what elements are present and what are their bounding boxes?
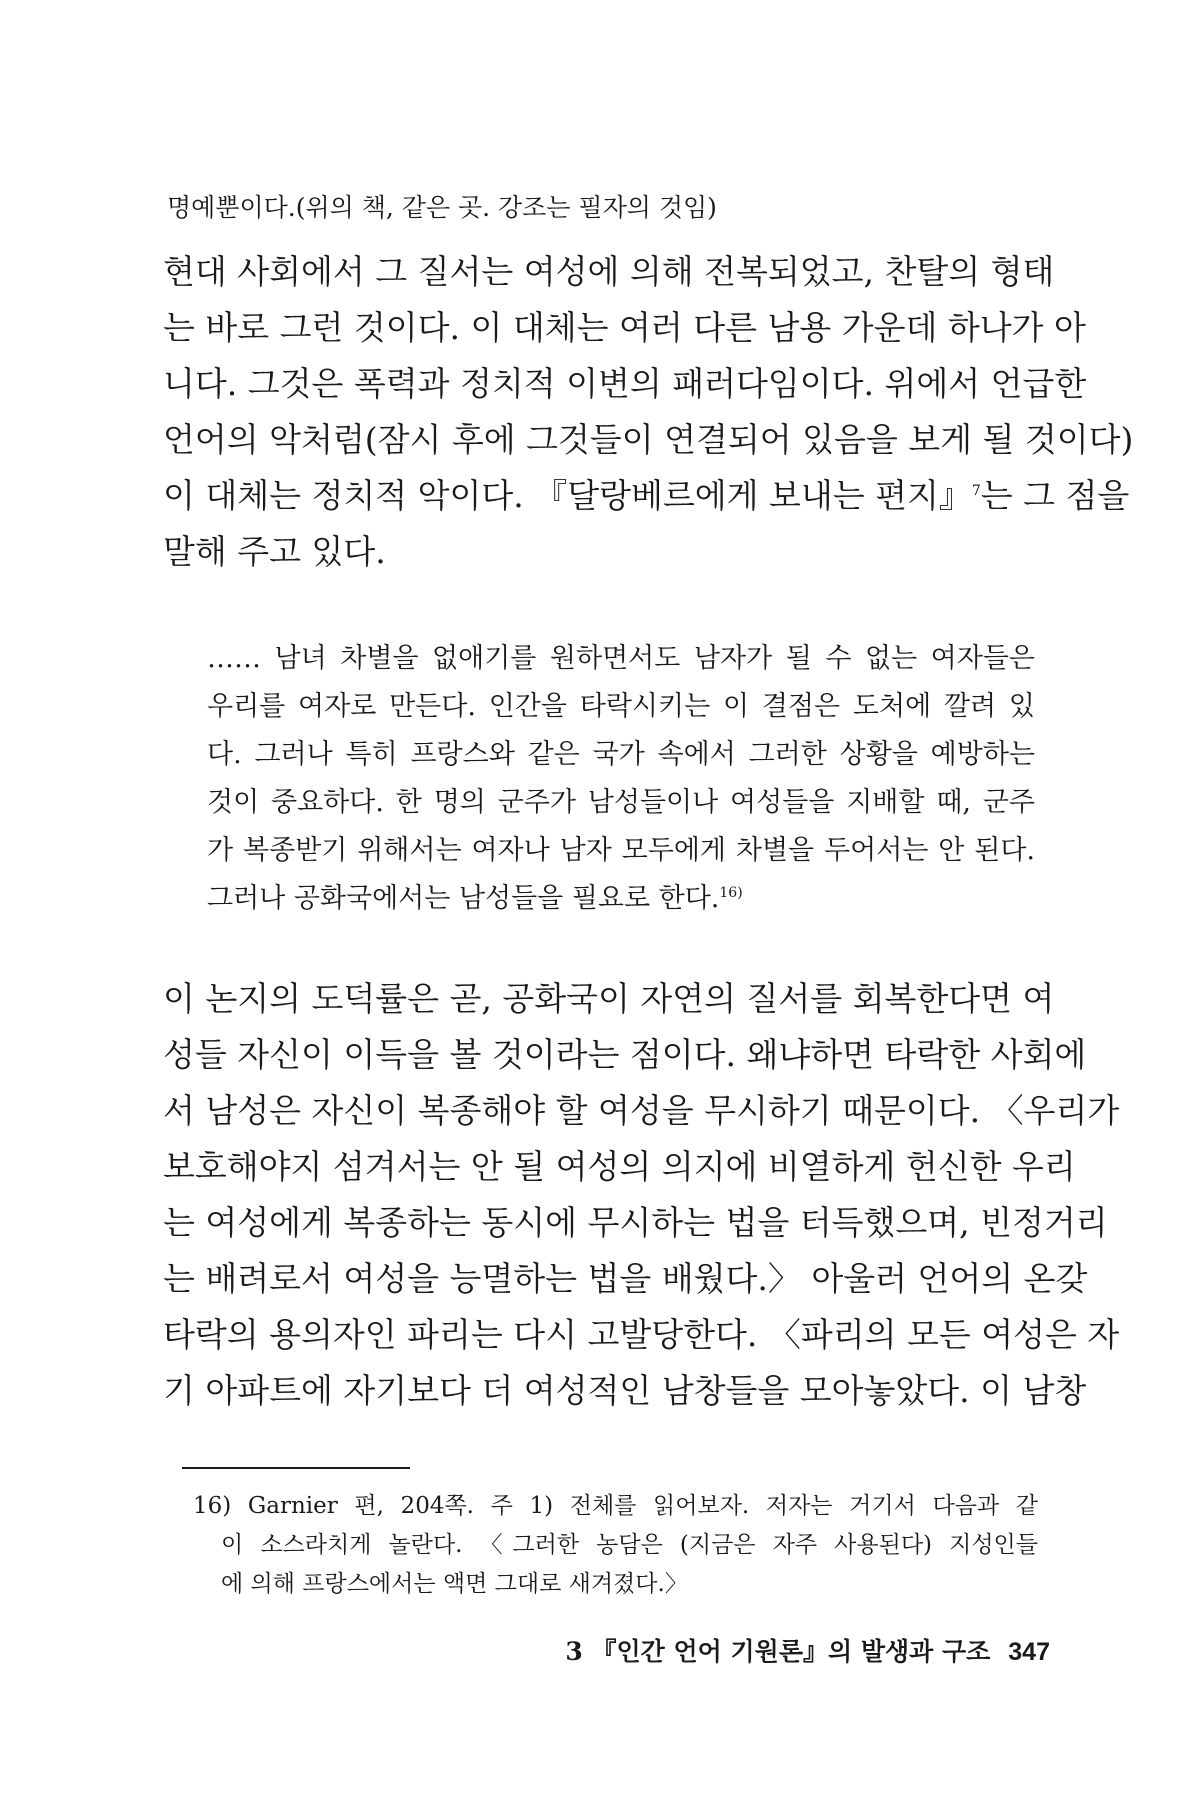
- quote-line: [207, 875, 1035, 923]
- paragraph-line: 서 남성은 자신이 복종해야 할 여성을 무시하기 때문이다. 〈우리가: [163, 1091, 1120, 1130]
- paragraph-line: 현대 사회에서 그 질서는 여성에 의해 전복되었고, 찬탈의 형태: [163, 252, 1055, 291]
- running-footer: [560, 1632, 1050, 1668]
- quote-text: 그러나 공화국에서는 남성들을 필요로 한다.: [207, 883, 720, 914]
- paragraph-line: 니다. 그것은 폭력과 정치적 이변의 패러다임이다. 위에서 언급한: [163, 364, 1087, 403]
- carry-over-line: 명예뿐이다.(위의 책, 같은 곳. 강조는 필자의 것임): [167, 193, 717, 222]
- quote-line: …… 남녀 차별을 없애기를 원하면서도 남자가 될 수 없는 여자들은: [207, 643, 1035, 674]
- footnote-divider: [182, 1467, 410, 1469]
- quote-line: 우리를 여자로 만든다. 인간을 타락시키는 이 결점은 도처에 깔려 있: [207, 691, 1035, 722]
- note-reference: 7: [971, 483, 981, 499]
- paragraph-2: [163, 971, 1120, 1419]
- block-quote: [207, 635, 1035, 923]
- paragraph-line: 보호해야지 섬겨서는 안 될 여성의 의지에 비열하게 헌신한 우리: [163, 1147, 1076, 1186]
- paragraph-line: 는 배려로서 여성을 능멸하는 법을 배웠다.〉 아울러 언어의 온갖: [163, 1259, 1088, 1298]
- paragraph-line: 언어의 악처럼(잠시 후에 그것들이 연결되어 있음을 보게 될 것이다): [163, 420, 1134, 459]
- paragraph-line: 타락의 용의자인 파리는 다시 고발당한다. 〈파리의 모든 여성은 자: [163, 1315, 1120, 1354]
- footnote: [193, 1487, 1038, 1604]
- paragraph-line: 말해 주고 있다.: [163, 532, 386, 571]
- chapter-title: 3 『인간 언어 기원론』의 발생과 구조: [565, 1637, 991, 1666]
- page-number: 347: [1008, 1638, 1050, 1666]
- footnote-line: 16) Garnier 편, 204쪽. 주 1) 전체를 읽어보자. 저자는 거기서 다음과 같: [193, 1493, 1038, 1519]
- footnote-line: 이 소스라치게 놀란다. 〈그러한 농담은 (지금은 자주 사용된다) 지성인들: [221, 1532, 1038, 1558]
- quote-line: 것이 중요하다. 한 명의 군주가 남성들이나 여성들을 지배할 때, 군주: [207, 787, 1035, 818]
- paragraph-text: 는 그 점을: [980, 476, 1130, 515]
- paragraph-line: 기 아파트에 자기보다 더 여성적인 남창들을 모아놓았다. 이 남창: [163, 1371, 1087, 1410]
- paragraph-line: 성들 자신이 이득을 볼 것이라는 점이다. 왜냐하면 타락한 사회에: [163, 1035, 1087, 1074]
- footnote-reference: 16): [719, 885, 743, 901]
- quote-line: 다. 그러나 특히 프랑스와 같은 국가 속에서 그러한 상황을 예방하는: [207, 739, 1035, 770]
- paragraph-line-with-note: [163, 468, 1130, 524]
- paragraph-line: 이 논지의 도덕률은 곧, 공화국이 자연의 질서를 회복한다면 여: [163, 979, 1055, 1018]
- paragraph-1: [163, 244, 1134, 580]
- paragraph-line: 는 바로 그런 것이다. 이 대체는 여러 다른 남용 가운데 하나가 아: [163, 308, 1086, 347]
- footnote-line: 에 의해 프랑스에서는 액면 그대로 새겨졌다.〉: [221, 1571, 688, 1597]
- paragraph-text: 이 대체는 정치적 악이다. 『달랑베르에게 보내는 편지』: [163, 476, 972, 515]
- paragraph-line: 는 여성에게 복종하는 동시에 무시하는 법을 터득했으며, 빈정거리: [163, 1203, 1108, 1242]
- quote-line: 가 복종받기 위해서는 여자나 남자 모두에게 차별을 두어서는 안 된다.: [207, 835, 1035, 866]
